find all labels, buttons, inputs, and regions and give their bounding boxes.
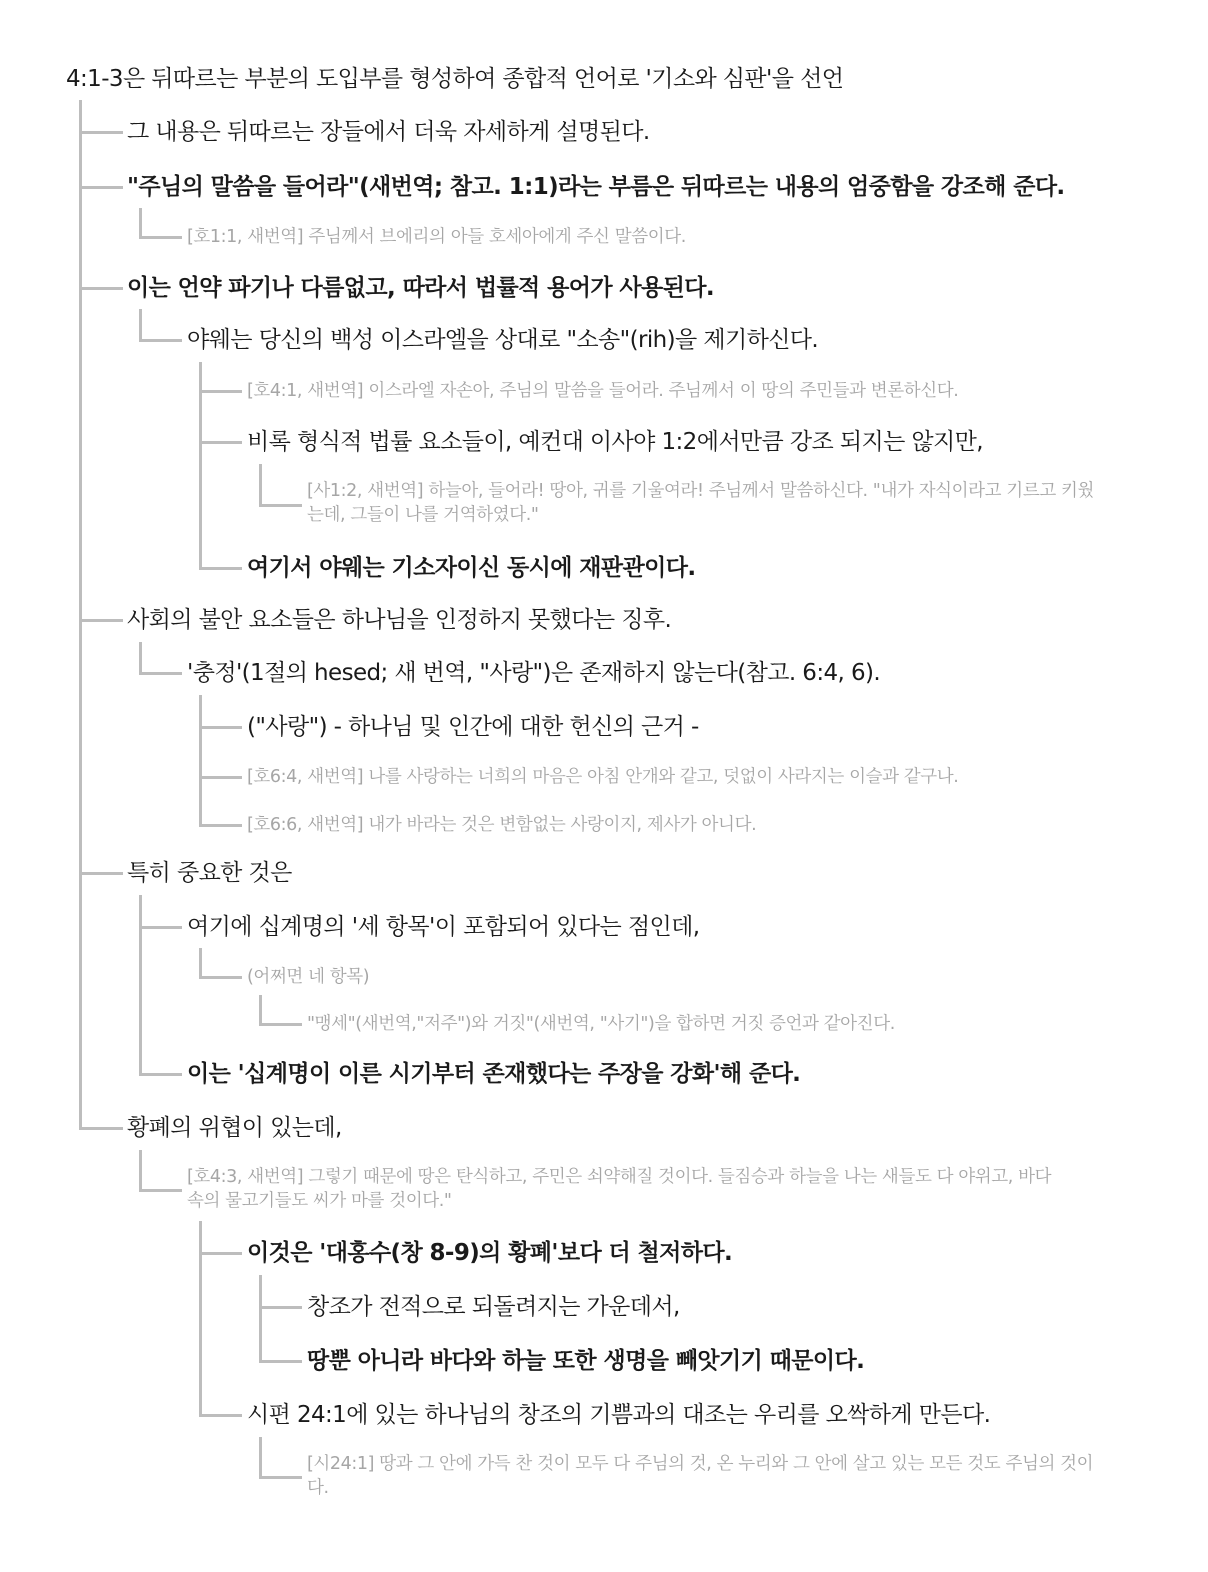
connector-n8: [259, 504, 302, 507]
connector-n4: [79, 287, 123, 290]
outline-node: 땅뿐 아니라 바다와 하늘 또한 생명을 빼앗기기 때문이다.: [307, 1348, 865, 1374]
connector-n17-vertical: [199, 948, 202, 978]
outline-root-heading: 4:1-3은 뒤따르는 부분의 도입부를 형성하여 종합적 언어로 '기소와 심판'을 선언: [66, 66, 844, 92]
connector-n10: [79, 619, 123, 622]
connector-n5-children-vertical: [199, 362, 202, 569]
connector-n16: [139, 926, 182, 929]
outline-node: 비록 형식적 법률 요소들이, 예컨대 이사야 1:2에서만큼 강조 되지는 않지만,: [247, 429, 983, 455]
scripture-reference: [사1:2, 새번역] 하늘아, 들어라! 땅아, 귀를 기울여라! 주님께서 말씀하신다. "내가 자식이라고 기르고 키웠는데, 그들이 나를 거역하였다.": [307, 481, 1094, 525]
connector-trunk-level1: [79, 100, 82, 1130]
connector-n22: [199, 1252, 242, 1255]
connector-n1: [79, 131, 123, 134]
connector-n9: [199, 567, 242, 570]
connector-n11: [139, 672, 182, 675]
outline-node: 야웨는 당신의 백성 이스라엘을 상대로 "소송"(rih)을 제기하신다.: [187, 327, 819, 353]
connector-n3: [139, 236, 182, 239]
connector-n24: [259, 1360, 302, 1363]
outline-node: 특히 중요한 것은: [127, 860, 292, 886]
connector-n21-vertical: [139, 1150, 142, 1192]
connector-n23: [259, 1306, 302, 1309]
outline-node: 그 내용은 뒤따르는 장들에서 더욱 자세하게 설명된다.: [127, 119, 650, 145]
connector-n26: [259, 1476, 302, 1479]
connector-n3-vertical: [139, 208, 142, 239]
connector-n17: [199, 976, 242, 979]
annotation-note: "맹세"(새번역,"저주")와 거짓"(새번역, "사기")을 합하면 거짓 증언과 같아진다.: [307, 1014, 895, 1034]
connector-n22-children-vertical: [259, 1275, 262, 1363]
outline-node: '충정'(1절의 hesed; 새 번역, "사랑")은 존재하지 않는다(참고. 6:4, 6).: [187, 660, 881, 686]
connector-n5-vertical: [139, 309, 142, 341]
connector-n13: [199, 776, 242, 779]
connector-n2: [79, 186, 123, 189]
annotation-note: (어쩌면 네 항목): [247, 967, 370, 987]
connector-n15-children-vertical: [139, 895, 142, 1075]
connector-n26-vertical: [259, 1437, 262, 1479]
connector-n21: [139, 1189, 182, 1192]
scripture-reference: [호4:1, 새번역] 이스라엘 자손아, 주님의 말씀을 들어라. 주님께서 이 땅의 주민들과 변론하신다.: [247, 381, 959, 401]
outline-node: 시편 24:1에 있는 하나님의 창조의 기쁨과의 대조는 우리를 오싹하게 만든다.: [247, 1402, 991, 1428]
connector-n18: [259, 1023, 302, 1026]
connector-n14: [199, 824, 242, 827]
connector-n25: [199, 1414, 242, 1417]
outline-node: 이는 언약 파기나 다름없고, 따라서 법률적 용어가 사용된다.: [127, 275, 714, 301]
scripture-reference: [호4:3, 새번역] 그렇기 때문에 땅은 탄식하고, 주민은 쇠약해질 것이다. 들짐승과 하늘을 나는 새들도 다 야위고, 바다 속의 물고기들도 씨가 마를 것이다.": [187, 1167, 1052, 1211]
outline-node: 황폐의 위협이 있는데,: [127, 1115, 342, 1141]
outline-node: 여기에 십계명의 '세 항목'이 포함되어 있다는 점인데,: [187, 914, 700, 940]
connector-n15: [79, 872, 123, 875]
outline-node: 사회의 불안 요소들은 하나님을 인정하지 못했다는 징후.: [127, 607, 672, 633]
outline-node: 여기서 야웨는 기소자이신 동시에 재판관이다.: [247, 555, 696, 581]
outline-node: 창조가 전적으로 되돌려지는 가운데서,: [307, 1294, 680, 1320]
scripture-reference: [시24:1] 땅과 그 안에 가득 찬 것이 모두 다 주님의 것, 온 누리와 그 안에 살고 있는 모든 것도 주님의 것이다.: [307, 1454, 1094, 1498]
connector-n19: [139, 1073, 182, 1076]
connector-n11-vertical: [139, 642, 142, 674]
connector-n7: [199, 441, 242, 444]
connector-n12: [199, 726, 242, 729]
connector-n5: [139, 339, 182, 342]
scripture-reference: [호6:4, 새번역] 나를 사랑하는 너희의 마음은 아침 안개와 같고, 덧없이 사라지는 이슬과 같구나.: [247, 767, 959, 787]
connector-n6: [199, 390, 242, 393]
outline-node: 이는 '십계명이 이른 시기부터 존재했다는 주장을 강화'해 준다.: [187, 1061, 801, 1087]
outline-node: ("사랑") - 하나님 및 인간에 대한 헌신의 근거 -: [247, 714, 699, 740]
connector-n11-children-vertical: [199, 695, 202, 826]
outline-node: 이것은 '대홍수(창 8-9)의 황폐'보다 더 철저하다.: [247, 1240, 733, 1266]
connector-n21-children-vertical: [199, 1221, 202, 1416]
scripture-reference: [호1:1, 새번역] 주님께서 브에리의 아들 호세아에게 주신 말씀이다.: [187, 227, 686, 247]
scripture-reference: [호6:6, 새번역] 내가 바라는 것은 변함없는 사랑이지, 제사가 아니다.: [247, 815, 757, 835]
outline-node: "주님의 말씀을 들어라"(새번역; 참고. 1:1)라는 부름은 뒤따르는 내용의 엄중함을 강조해 준다.: [127, 174, 1065, 200]
connector-n8-vertical: [259, 464, 262, 506]
connector-n18-vertical: [259, 995, 262, 1025]
connector-n20: [79, 1127, 123, 1130]
